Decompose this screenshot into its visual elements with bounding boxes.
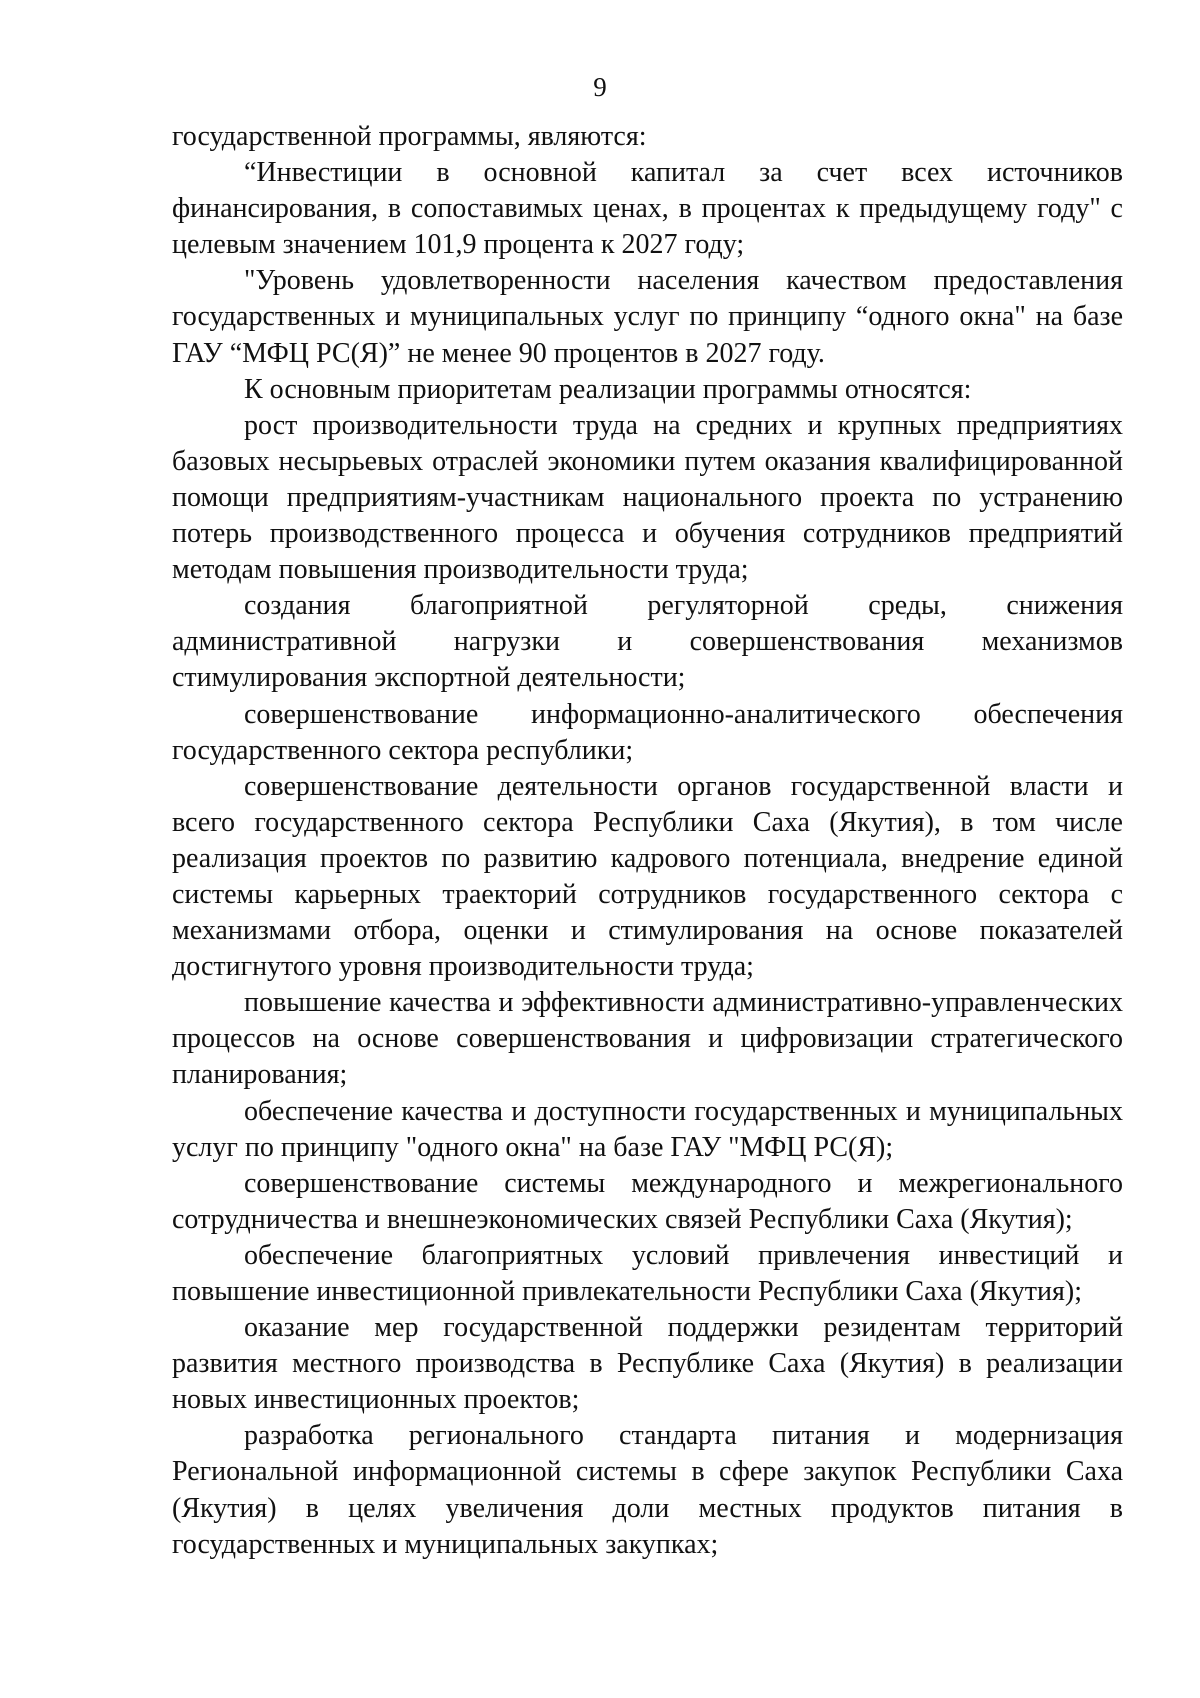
paragraph-priority-planning: повышение качества и эффективности административно-управленческих процессов на основе совершенствования и цифровизации стратегического планирования; xyxy=(172,987,1123,1091)
paragraph-priority-cooperation: совершенствование системы международного и межрегионального сотрудничества и внешнеэкономических связей Республики Саха (Якутия); xyxy=(172,1167,1123,1235)
paragraph-priority-services: обеспечение качества и доступности государственных и муниципальных услуг по принципу "одного окна" на базе ГАУ "МФЦ РС(Я); xyxy=(172,1095,1123,1163)
paragraph-priorities-intro: К основным приоритетам реализации программы относятся: xyxy=(244,373,972,405)
page-number: 9 xyxy=(593,72,607,102)
paragraph-priority-investment: обеспечение благоприятных условий привлечения инвестиций и повышение инвестиционной привлекательности Республики Саха (Якутия); xyxy=(172,1239,1123,1307)
paragraph-priority-nutrition: разработка регионального стандарта питания и модернизация Региональной информационной системы в сфере закупок Республики Саха (Якутия) в целях увеличения доли местных продуктов питания в государственных и муниципальных закупках; xyxy=(172,1420,1123,1560)
paragraph-priority-analytics: совершенствование информационно-аналитического обеспечения государственного сектора республики; xyxy=(172,698,1123,766)
paragraph-continuation: государственной программы, являются: xyxy=(172,121,647,152)
paragraph-indicator-satisfaction: "Уровень удовлетворенности населения качеством предоставления государственных и муниципальных услуг по принципу “одного окна" на базе ГАУ “МФЦ РС(Я)” не менее 90 процентов в 2027 году. xyxy=(172,265,1123,369)
paragraph-indicator-investments: “Инвестиции в основной капитал за счет всех источников финансирования, в сопоставимых ценах, в процентах к предыдущему году" с целевым значением 101,9 процента к 2027 году; xyxy=(172,157,1123,261)
paragraph-priority-regulatory: создания благоприятной регуляторной среды, снижения административной нагрузки и совершенствования механизмов стимулирования экспортной деятельности; xyxy=(172,590,1123,694)
document-body xyxy=(172,119,1123,1563)
paragraph-priority-government: совершенствование деятельности органов государственной власти и всего государственного сектора Республики Саха (Якутия), в том числе реализация проектов по развитию кадрового потенциала, внедрение единой системы карьерных траекторий сотрудников государственного сектора с механизмами отбора, оценки и стимулирования на основе показателей достигнутого уровня производительности труда; xyxy=(172,770,1123,983)
paragraph-priority-support: оказание мер государственной поддержки резидентам территорий развития местного производства в Республике Саха (Якутия) в реализации новых инвестиционных проектов; xyxy=(172,1312,1123,1416)
paragraph-priority-productivity: рост производительности труда на средних и крупных предприятиях базовых несырьевых отраслей экономики путем оказания квалифицированной помощи предприятиям-участникам национального проекта по устранению потерь производственного процесса и обучения сотрудников предприятий методам повышения производительности труда; xyxy=(172,409,1123,586)
